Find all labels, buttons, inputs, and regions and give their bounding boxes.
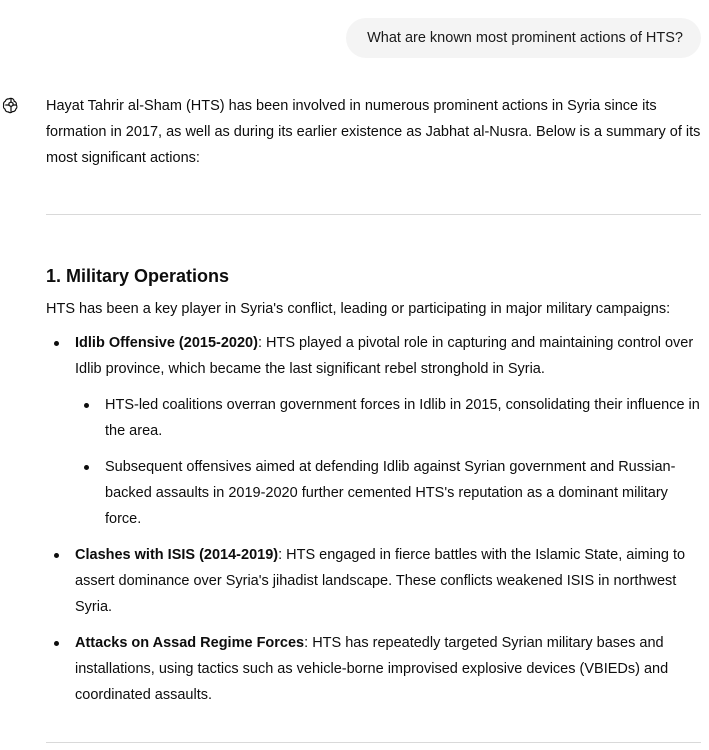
list-item-text: : HTS engaged in fierce battles with the Islamic State, aiming to assert dominance over Syria's jihadist landscape. These conflicts weakened ISIS in northwest Syria. [75,547,686,615]
section-heading: 1. Military Operations [46,266,230,286]
user-message-text: What are known most prominent actions of HTS? [367,30,683,46]
sub-list [75,392,701,532]
list-item-text: : HTS has repeatedly targeted Syrian military bases and installations, using tactics such as vehicle-borne improvised explosive devices (VBIEDs) and coordinated assaults. [75,635,669,703]
list-item-title: Attacks on Assad Regime Forces [75,635,305,651]
user-message-bubble [346,18,701,58]
list-item-title: Clashes with ISIS (2014-2019) [75,547,279,563]
section-divider-bottom [46,742,701,743]
military-operations-list [46,330,701,718]
list-item-title: Idlib Offensive (2015-2020) [75,335,258,351]
list-item [46,542,701,620]
list-item [46,630,701,708]
sub-list-item: Subsequent offensives aimed at defending Idlib against Syrian government and Russian-backed assaults in 2019-2020 further cemented HTS's reputation as a dominant military force. [75,454,701,532]
section-divider-top [46,214,701,215]
openai-logo-icon [0,94,22,116]
section-intro: HTS has been a key player in Syria's conflict, leading or participating in major military campaigns: [46,301,671,317]
sub-list-item: HTS-led coalitions overran government forces in Idlib in 2015, consolidating their influence in the area. [75,392,701,444]
list-item [46,330,701,532]
list-item-text: : HTS played a pivotal role in capturing and maintaining control over Idlib province, which became the last significant rebel stronghold in Syria. [75,335,694,377]
response-intro: Hayat Tahrir al-Sham (HTS) has been involved in numerous prominent actions in Syria since its formation in 2017, as well as during its earlier existence as Jabhat al-Nusra. Below is a summary of its most significant actions: [46,98,701,166]
assistant-response [46,93,701,171]
